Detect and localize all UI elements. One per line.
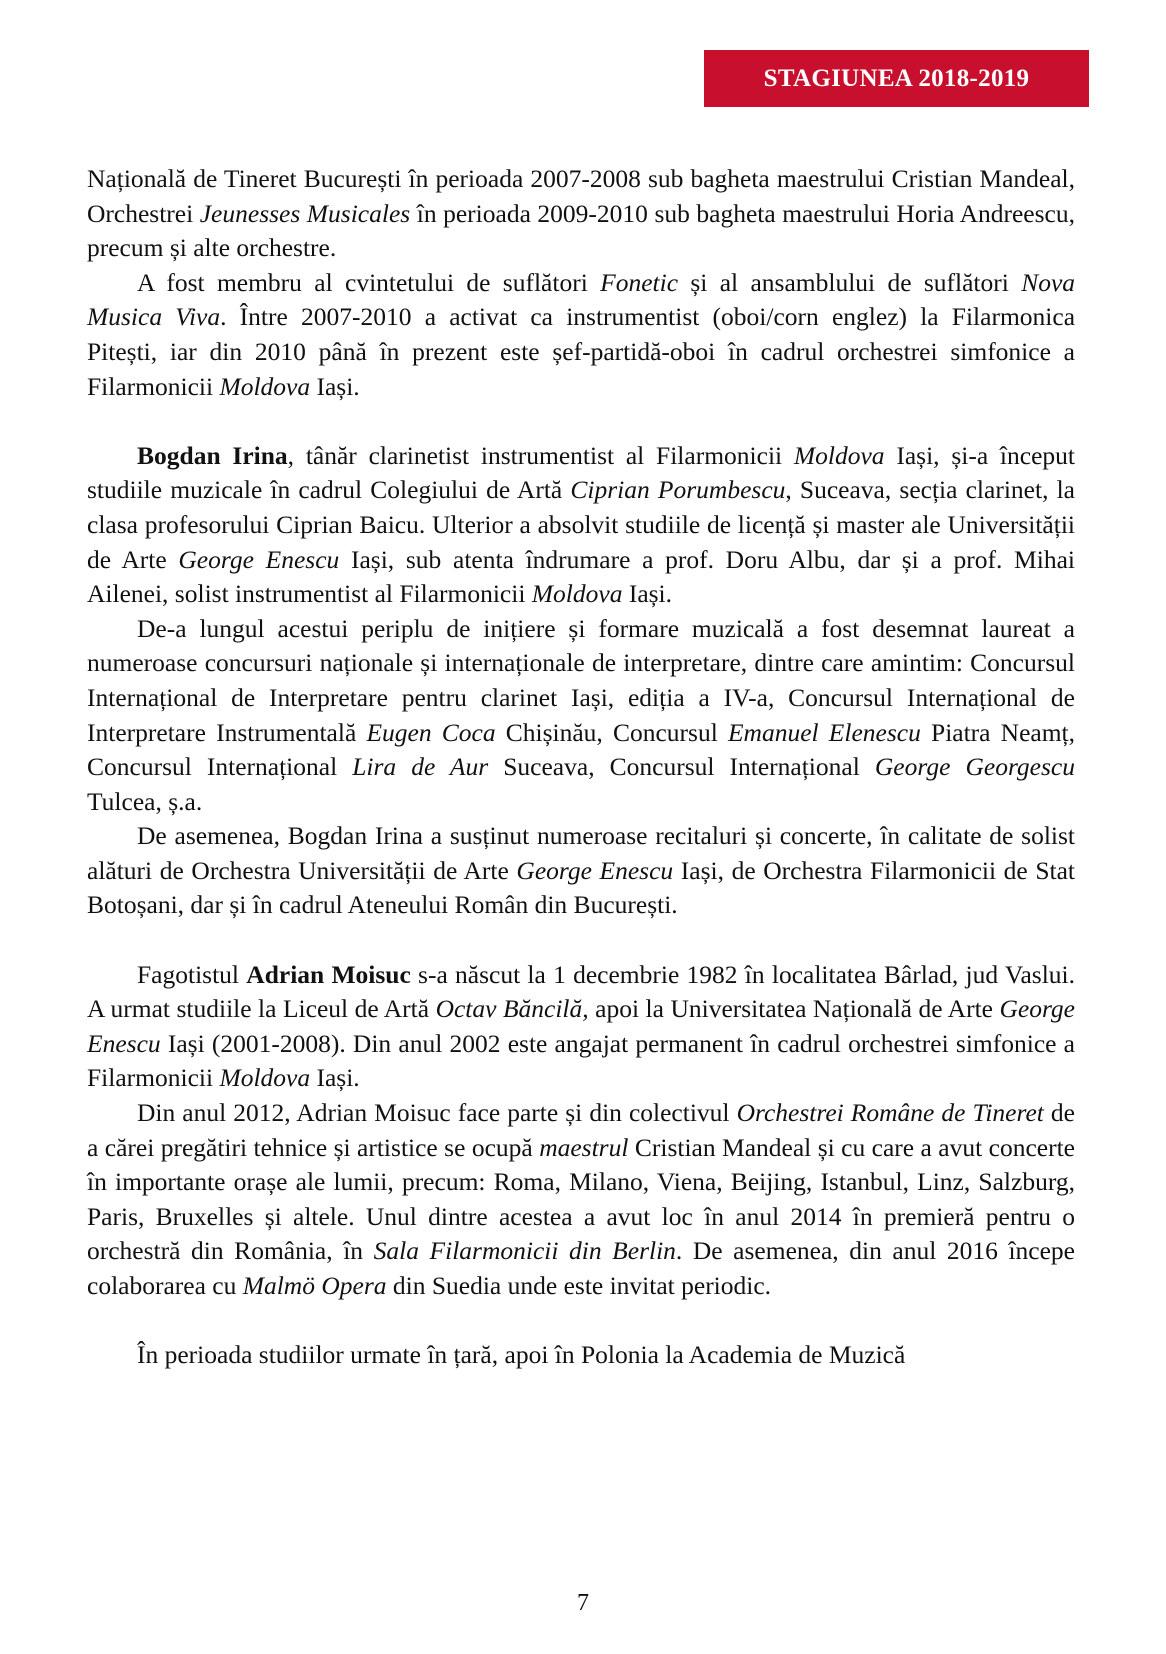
italic-text: Fonetic xyxy=(600,267,679,297)
paragraph xyxy=(87,439,1075,612)
text-run: Chișinău, Concursul xyxy=(495,717,728,747)
italic-text: Sala Filarmonicii din Berlin xyxy=(373,1236,676,1266)
text-run: și al ansamblului de suflători xyxy=(678,267,1022,297)
italic-text: Nova Musica Viva xyxy=(87,267,1076,332)
text-run: Din anul 2012, Adrian Moisuc face parte și din colectivul xyxy=(137,1098,737,1128)
text-run: în perioada 2009-2010 sub bagheta maestrului Horia Andreescu, precum și alte orchestre. xyxy=(87,198,1075,263)
paragraph xyxy=(87,958,1075,1096)
text-run: din Suedia unde este invitat periodic. xyxy=(386,1271,772,1300)
italic-text: Lira de Aur xyxy=(352,752,489,782)
italic-text: Malmö Opera xyxy=(242,1271,387,1300)
text-run: , tânăr clarinetist instrumentist al Filarmonicii xyxy=(287,440,794,470)
text-run: Națională de Tineret București în perioada 2007-2008 sub bagheta maestrului Cristian Mandeal, Orchestrei xyxy=(87,164,1075,228)
text-run: Iași. xyxy=(310,1063,360,1093)
bold-name: Adrian Moisuc xyxy=(246,959,411,989)
paragraph xyxy=(87,819,1075,923)
italic-text: Moldova xyxy=(793,440,885,470)
text-run: Piatra Neamț, Concursul Internațional xyxy=(87,717,1076,782)
bold-name: Bogdan Irina xyxy=(137,440,288,470)
text-run: s-a născut la 1 decembrie 1982 în localitatea Bârlad, jud Vaslui. A urmat studiile la Liceul de Artă xyxy=(87,959,1075,1024)
text-run: Iași. xyxy=(310,371,360,401)
italic-text: Octav Băncilă, xyxy=(435,994,589,1024)
italic-text: Moldova xyxy=(219,1063,311,1093)
text-run: , Suceava, secția clarinet, la clasa profesorului Ciprian Baicu. Ulterior a absolvit studiile de licență și master ale Universității de Arte xyxy=(87,475,1076,574)
text-run: Iași, de Orchestra Filarmonicii de Stat Botoșani, dar și în cadrul Ateneului Român din București. xyxy=(87,855,1076,920)
italic-text: Moldova xyxy=(531,579,623,609)
text-run: Iași, sub atenta îndrumare a prof. Doru Albu, dar și a prof. Mihai Ailenei, solist instrumentist al Filarmonicii xyxy=(87,544,1075,609)
paragraph xyxy=(87,1338,1075,1373)
italic-text: maestrul xyxy=(539,1132,629,1162)
italic-text: Eugen Coca xyxy=(366,717,496,747)
page-number: 7 xyxy=(577,1590,589,1616)
text-run: De asemenea, Bogdan Irina a susținut numeroase recitaluri și concerte, în calitate de solist alături de Orchestra Universității de Arte xyxy=(87,821,1075,885)
text-run: În perioada studiilor urmate în țară, apoi în Polonia la Academia de Muzică xyxy=(137,1340,906,1370)
italic-text: Ciprian Porumbescu xyxy=(570,475,786,505)
paragraph xyxy=(87,1096,1075,1304)
text-run: . Între 2007-2010 a activat ca instrumentist (oboi/corn englez) la Filarmonica Pitești, iar din 2010 până în prezent este șef-partidă-oboi în cadrul orchestrei simfonice a Filarmonicii xyxy=(87,302,1076,401)
text-run: A fost membru al cvintetului de suflători xyxy=(137,267,601,297)
text-run: . De asemenea, din anul 2016 începe colaborarea cu xyxy=(87,1236,1075,1300)
text-run: De-a lungul acestui periplu de inițiere și formare muzicală a fost desemnat laureat a numeroase concursuri naționale și internaționale de interpretare, dintre care amintim: Concursul Internațional de Interpretare pentru clarinet Iași, ediția a IV-a, Concursul Internațional de Interpretare Instrumentală xyxy=(87,613,1075,747)
text-run: de a cărei pregătiri tehnice și artistice se ocupă xyxy=(87,1098,1075,1162)
paragraph xyxy=(87,266,1075,404)
season-header-badge xyxy=(704,50,1089,107)
text-run: Fagotistul xyxy=(137,959,247,989)
italic-text: George Georgescu xyxy=(874,752,1075,782)
text-run: Tulcea, ș.a. xyxy=(87,786,203,816)
page-body-text xyxy=(87,162,1075,1373)
italic-text: Moldova xyxy=(219,371,311,401)
text-run: Suceava, Concursul Internațional xyxy=(488,752,875,782)
italic-text: Emanuel Elenescu xyxy=(727,717,921,747)
text-run: Cristian Mandeal și cu care a avut concerte în importante orașe ale lumii, precum: Roma, Milano, Viena, Beijing, Istanbul, Linz, Salzburg, Paris, Bruxelles și altele. Unul dintre acestea a avut loc în anul 2014 în premieră pentru o orchestră din România, în xyxy=(87,1132,1075,1266)
text-run: Iași. xyxy=(622,579,673,609)
italic-text: George Enescu xyxy=(178,544,340,574)
text-run: apoi la Universitatea Națională de Arte xyxy=(588,994,1000,1024)
italic-text: George Enescu xyxy=(87,994,1075,1058)
season-label: STAGIUNEA 2018-2019 xyxy=(763,64,1030,92)
paragraph xyxy=(87,162,1075,266)
italic-text: George Enescu xyxy=(516,855,674,885)
text-run: Iași (2001-2008). Din anul 2002 este angajat permanent în cadrul orchestrei simfonice a Filarmonicii xyxy=(87,1028,1075,1093)
text-run: Iași, și-a început studiile muzicale în cadrul Colegiului de Artă xyxy=(87,440,1075,505)
italic-text: Jeunesses Musicales xyxy=(199,198,411,228)
italic-text: Orchestrei Române de Tineret xyxy=(736,1098,1044,1128)
paragraph xyxy=(87,612,1075,820)
